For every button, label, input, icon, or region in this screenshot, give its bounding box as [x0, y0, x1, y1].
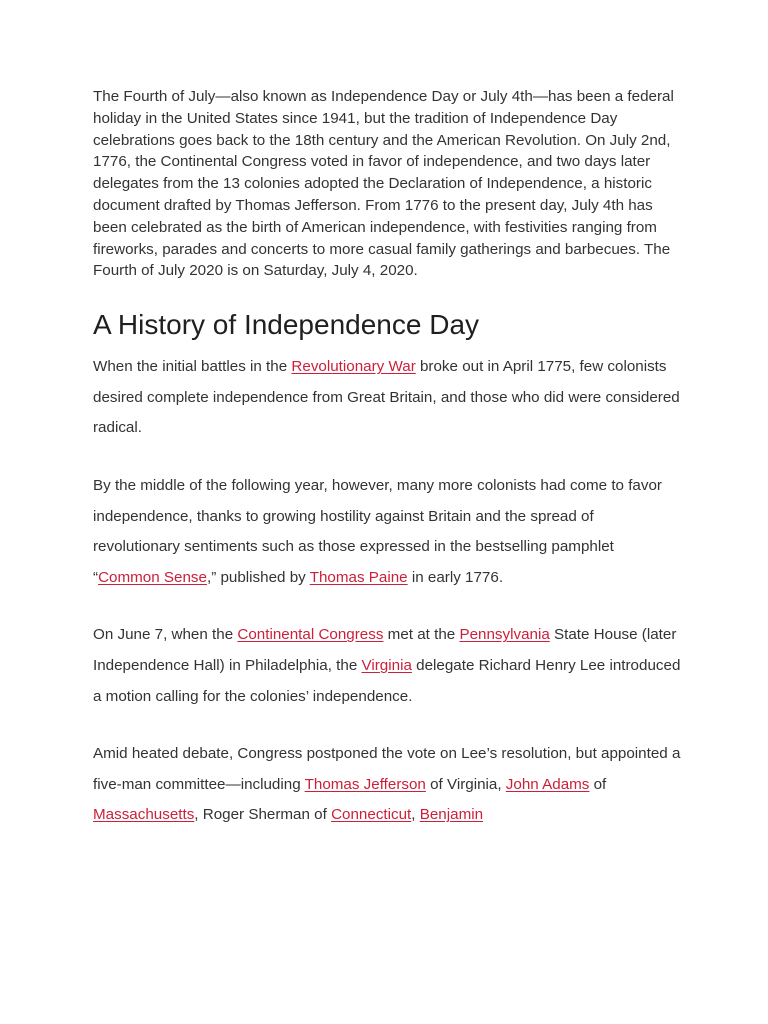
link-revolutionary-war[interactable]: Revolutionary War	[291, 358, 416, 376]
link-connecticut[interactable]: Connecticut	[331, 806, 412, 824]
text-span: of Virginia,	[425, 775, 506, 793]
text-span: By the middle of the following year, however, many more colonists had come to favor independence, thanks to growing hostility against Britain and the spread of revolutionary sentiments such as those expressed in the bestselling pamphlet “	[93, 476, 662, 586]
text-span: When the initial battles in the	[93, 358, 292, 376]
link-continental-congress[interactable]: Continental Congress	[237, 626, 384, 644]
text-span: broke out in April 1775, few colonists desired complete independence from Great Britain, and those who did were considered radical.	[93, 358, 680, 437]
text-span: in early 1776.	[407, 568, 504, 586]
text-span: met at the	[383, 626, 460, 644]
text-span: State House (later Independence Hall) in Philadelphia, the	[93, 626, 677, 674]
text-span: delegate Richard Henry Lee introduced a motion calling for the colonies’ independence.	[93, 656, 681, 705]
section-heading: A History of Independence Day	[93, 309, 480, 341]
paragraph-committee	[93, 739, 683, 831]
text-span: ,” published by	[206, 568, 310, 586]
text-span: , Roger Sherman of	[194, 806, 332, 824]
text-span: of	[589, 775, 607, 793]
text-span: Amid heated debate, Congress postponed the vote on Lee’s resolution, but appointed a five-man committee—including	[93, 745, 681, 793]
paragraph-continental-congress	[93, 620, 683, 712]
link-john-adams[interactable]: John Adams	[505, 775, 590, 793]
intro-paragraph: The Fourth of July—also known as Independence Day or July 4th—has been a federal holiday in the United States since 1941, but the tradition of Independence Day celebrations goes back to the 18th century and the American Revolution. On July 2nd, 1776, the Continental Congress voted in favor of independence, and two days later delegates from the 13 colonies adopted the Declaration of Independence, a historic document drafted by Thomas Jefferson. From 1776 to the present day, July 4th has been celebrated as the birth of American independence, with festivities ranging from fireworks, parades and concerts to more casual family gatherings and barbecues. The Fourth of July 2020 is on Saturday, July 4, 2020.	[93, 88, 674, 280]
link-pennsylvania[interactable]: Pennsylvania	[459, 626, 550, 644]
document-page	[93, 86, 683, 831]
text-span: ,	[411, 806, 420, 824]
link-common-sense[interactable]: Common Sense	[98, 568, 207, 586]
paragraph-common-sense	[93, 471, 683, 593]
link-thomas-jefferson[interactable]: Thomas Jefferson	[304, 775, 426, 793]
link-thomas-paine[interactable]: Thomas Paine	[309, 568, 408, 586]
link-benjamin[interactable]: Benjamin	[419, 806, 484, 824]
paragraph-revolutionary-war	[93, 352, 683, 444]
link-virginia[interactable]: Virginia	[361, 656, 412, 674]
text-span: On June 7, when the	[93, 626, 238, 644]
link-massachusetts[interactable]: Massachusetts	[93, 806, 195, 824]
